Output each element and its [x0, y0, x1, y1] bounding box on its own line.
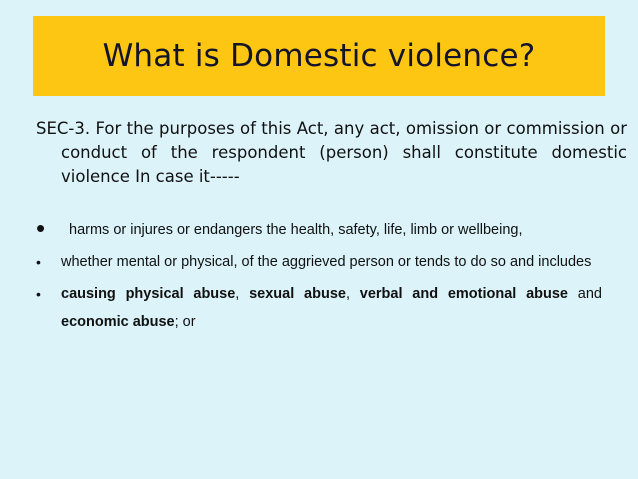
abuse-physical: causing physical abuse	[61, 286, 236, 302]
separator: ,	[345, 286, 360, 302]
abuse-sexual: sexual abuse	[249, 286, 346, 302]
slide-title: What is Domestic violence?	[102, 38, 536, 74]
bullet-icon: •	[36, 254, 41, 270]
bullet-icon: •	[36, 286, 41, 302]
bullet-item-mental-physical	[36, 248, 602, 276]
abuse-economic: economic abuse	[61, 314, 175, 330]
bullet-text: whether mental or physical, of the aggrieved person or tends to do so and includes	[61, 254, 592, 270]
bullet-text: harms or injures or endangers the health, safety, life, limb or wellbeing,	[69, 222, 523, 238]
separator: and	[568, 286, 602, 302]
abuse-verbal-emotional: verbal and emotional abuse	[359, 286, 568, 302]
bullet-tail: ; or	[174, 314, 196, 330]
bullet-item-abuse-types	[36, 280, 602, 336]
bullet-item-harms	[36, 213, 602, 244]
bullet-list	[36, 213, 602, 336]
title-band	[33, 16, 605, 96]
bullet-icon: •	[36, 213, 46, 243]
section-intro: SEC-3. For the purposes of this Act, any act, omission or commission or conduct of the respondent (person) shall constitute domestic violence In case it-----	[36, 119, 627, 186]
separator: ,	[235, 286, 250, 302]
